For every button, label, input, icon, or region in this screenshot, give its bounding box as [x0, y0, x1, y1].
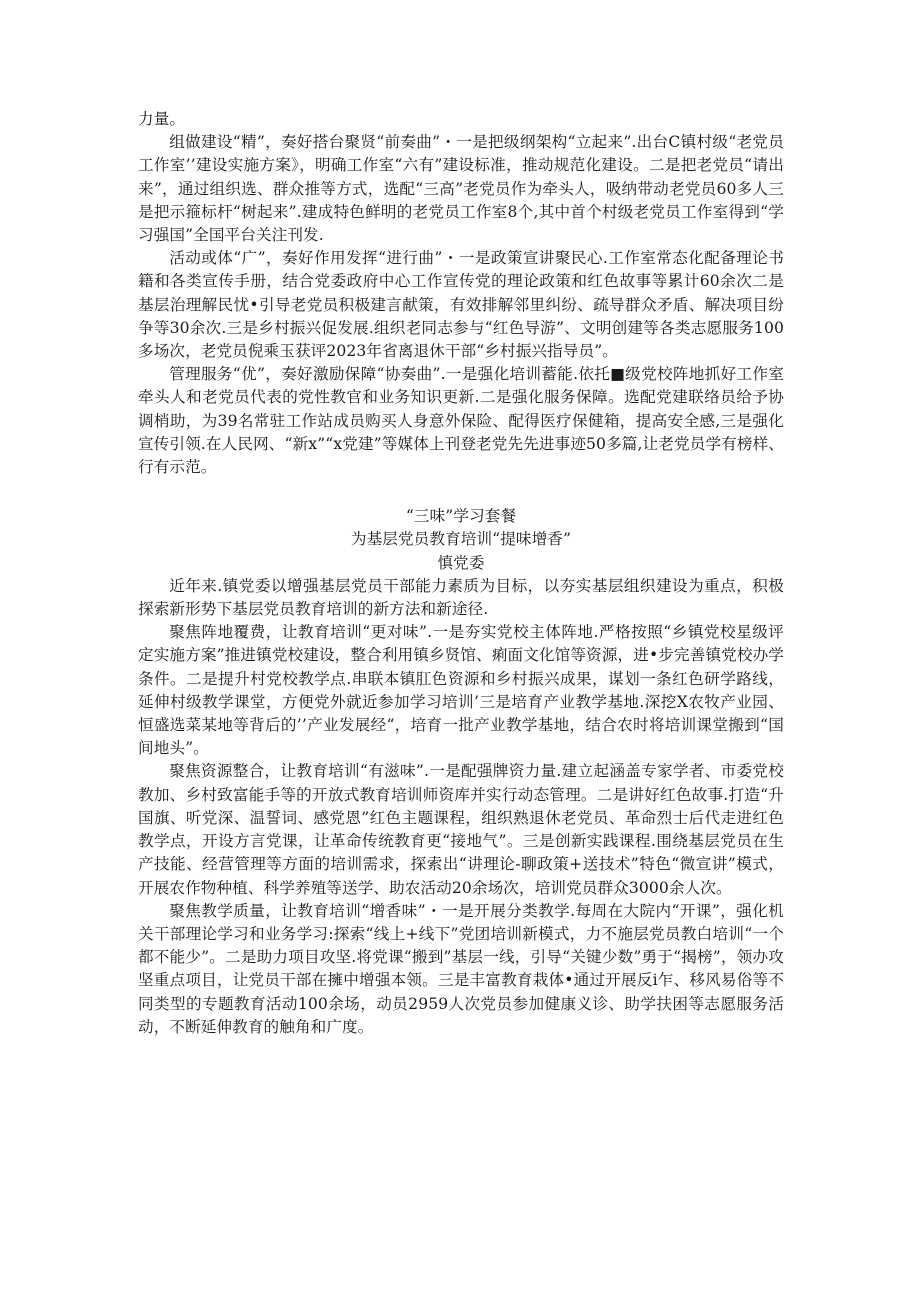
paragraph-management-service: 管理服务“优”，奏好激励保障“协奏曲”.一是强化培训蓄能.依托■级党校阵地抓好工作室牵头人和老党员代表的党性教官和业务知识更新.二是强化服务保障。选配党建联络员给予协调梢助，为39名常驻工作站成员购买人身意外保险、配得医疗保健箱，提高安全感,三是强化宣传引领.在人民网、“新x”“x党建”等媒体上刊登老党先先进事迹50多篇,让老党员学有榜样、行有示范。: [138, 365, 784, 477]
document-page: [138, 108, 784, 1039]
paragraph-continuation: 力量。: [138, 110, 186, 128]
section-gap: [138, 479, 784, 503]
article-author: 慎党委: [437, 553, 485, 572]
paragraph-organization-building: 组做建设“精”，奏好搭台聚贤“前奏曲”・一是把级纲架构“立起来”.出台C镇村级“老党员工作室’’建设实施方案》，明确工作室“六有”建设标准，推动规范化建设。二是把老党员“请出来”，通过组织选、群众推等方式，选配“三高”老党员作为牵头人，吸纳带动老党员60多人三是把示箍标杆“树起来”.建成特色鲜明的老党员工作室8个,其中首个村级老党员工作室得到“学习强国”全国平台关注刊发.: [138, 133, 784, 245]
paragraph-intro: 近年来.镇党委以增强基层党员干部能力素质为目标，以夯实基层组织建设为重点，积极探索新形势下基层党员教育培训的新方法和新途径.: [138, 576, 784, 619]
paragraph-venue-coverage: 聚焦阵地覆费，让教育培训“更对味”.一是夯实党校主体阵地.严格按照“乡镇党校星级评定实施方案”推进镇党校建设，整合利用镇乡贤馆、痢面文化馆等资源，进•步完善镇党校办学条件。二是提升村党校教学点.串联本镇肛色资源和乡村振兴成果，谋划一条红色研学路线，延伸村级教学课堂，方便党外就近参加学习培训’三是培育产业教学基地.深挖X农牧产业园、恒盛选菜某地等背后的’’产业发展经“，培育一批产业教学基地，结合农时将培训课堂搬到“国间地头”。: [138, 623, 784, 758]
paragraph-resource-integration: 聚焦资源整合，让教育培训“有滋味”.一是配强牌资力量.建立起涵盖专家学者、市委党校教加、乡村致富能手等的开放式教育培训师资库并实行动态管理。二是讲好红色故事.打造“升国旗、听党深、温誓词、感党恩”红色主题课程，组织熟退休老党员、革命烈士后代走进红色教学点，开设方言党课，让革命传统教育更“接地气”。三是创新实践课程.围绕基层党员在生产技能、经营管理等方面的培训需求，探索出“讲理论-聊政策+送技术”特色“微宣讲”模式，开展农作物种植、科学养殖等送学、助农活动20余场次，培训党员群众3000余人次。: [138, 762, 784, 897]
article-title: “三味”学习套餐: [405, 507, 517, 526]
article-subtitle: 为基层党员教育培训“提味增香”: [350, 530, 572, 549]
paragraph-teaching-quality: 聚焦教学质量，让教育培训“增香味”・一是开展分类教学.每周在大院内“开课”，强化机关干部理论学习和业务学习:探索“线上+线下”党团培训新模式，力不施层党员教白培训“一个都不能少”。二是助力项目攻坚.将党课“搬到”基层一线，引导“关键少数”勇于“揭榜”，领办攻坚重点项目，让党员干部在擁中增强本领。三是丰富教育栽体•通过开展反i乍、移风易俗等不同类型的专题教育活动100余场，动员2959人次党员参加健康义诊、助学扶困等志愿服务活动，不断延伸教育的触角和广度。: [138, 901, 784, 1036]
paragraph-activity-carrier: 活动或体“广”，奏好作用发挥“进行曲”・一是政策宣讲聚民心.工作室常态化配备理论书籍和各类宣传手册，结合党委政府中心工作宣传党的理论政策和红色故事等累计60余次二是基层治理解民忧•引导老党员积极建言献策，有效排解邻里纠纷、疏导群众矛盾、解决项目纷争等30余次.三是乡村振兴促发展.组织老同志参与“红色导游”、文明创建等各类志愿服务100多场次，老党员倪乘玉获评2023年省离退休干部“乡村振兴指导员”。: [138, 249, 784, 361]
